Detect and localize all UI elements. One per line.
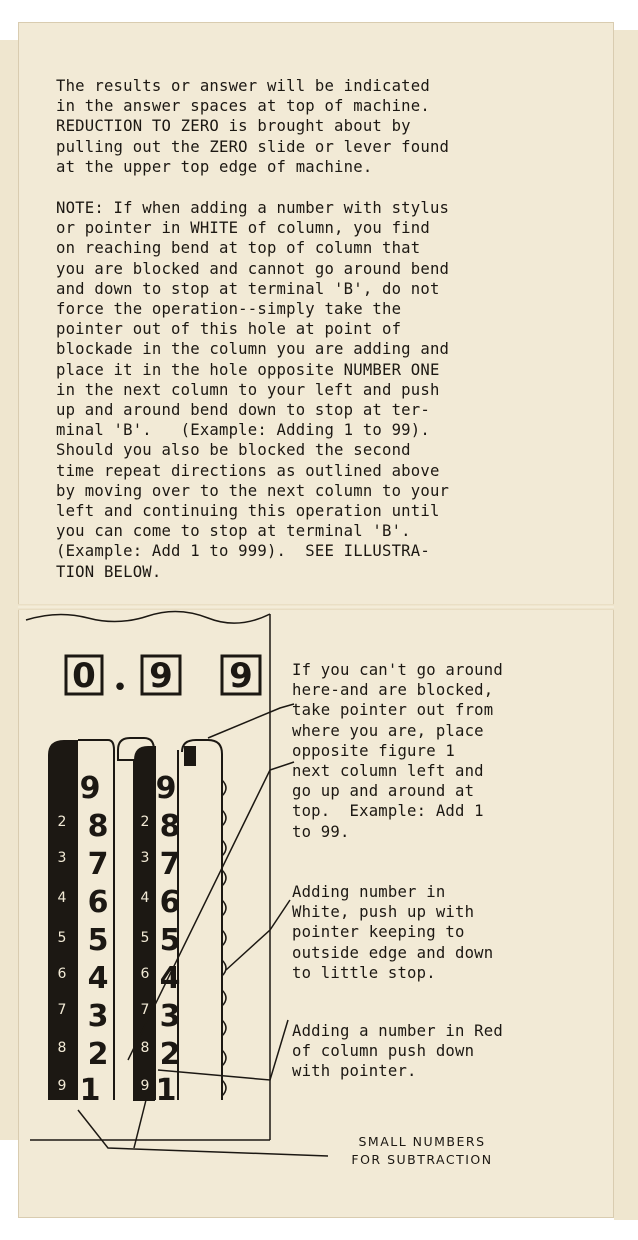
column-middle-red-number: 2 <box>140 814 150 830</box>
pointer-lines <box>78 704 328 1156</box>
column-left-red-number: 9 <box>57 1078 67 1094</box>
column-middle-white-number: 4 <box>159 961 181 996</box>
answer-digit-2: 9 <box>149 656 173 696</box>
answer-digit-3: 9 <box>229 656 253 696</box>
column-middle-red-number: 7 <box>140 1002 150 1018</box>
pointer-line-bend <box>208 704 294 738</box>
column-middle-white-number: 8 <box>159 809 181 844</box>
column-middle-red-number: 3 <box>140 850 150 866</box>
column-left-white-number: 8 <box>87 809 109 844</box>
column-left-white-number: 4 <box>87 961 109 996</box>
red-adding-note: Adding a number in Red of column push down with pointer. <box>292 1022 503 1081</box>
column-left-white-number: 7 <box>87 847 109 882</box>
column-middle-white-number: 5 <box>159 923 181 958</box>
column-middle-white-number: 9 <box>155 771 177 806</box>
column-middle-white-number: 7 <box>159 847 181 882</box>
column-middle-white-number: 2 <box>159 1037 181 1072</box>
pointer-line-subtraction-2 <box>134 1100 146 1148</box>
blocked-note: If you can't go around here-and are blocked, take pointer out from where you are, place opposite figure 1 next column left and go up and around at top. Example: Add 1 to 99. <box>292 661 503 841</box>
column-left-red-number: 8 <box>57 1040 67 1056</box>
pointer-line-subtraction <box>78 1110 328 1156</box>
column-right-stop <box>184 746 196 766</box>
column-middle <box>118 738 180 1108</box>
column-left-red-number: 5 <box>57 930 67 946</box>
results-paragraph: The results or answer will be indicated in the answer spaces at top of machine. REDUCTION TO ZERO is brought about by pulling out the ZERO slide or lever found at the upper top edge of machine. <box>56 77 450 176</box>
frame-top-edge <box>26 611 270 623</box>
column-left-white-number: 9 <box>79 771 101 806</box>
column-middle-white-number: 3 <box>159 999 181 1034</box>
answer-digit-1: 0 <box>72 656 96 696</box>
answer-windows <box>66 656 260 703</box>
column-middle-white-number: 6 <box>159 885 181 920</box>
pointer-line-white <box>226 900 290 970</box>
column-middle-red-number: 5 <box>140 930 150 946</box>
column-left <box>48 740 114 1108</box>
column-left-red-number: 4 <box>57 890 67 906</box>
column-left-white-number: 1 <box>79 1073 101 1108</box>
column-left-red-number: 3 <box>57 850 67 866</box>
subtraction-caption: SMALL NUMBERS FOR SUBTRACTION <box>351 1134 493 1167</box>
column-left-red-number: 7 <box>57 1002 67 1018</box>
left-edge-fold <box>0 40 18 1140</box>
column-right <box>182 740 226 1100</box>
column-right-bend <box>182 740 222 1100</box>
column-middle-red-number: 8 <box>140 1040 150 1056</box>
note-paragraph: NOTE: If when adding a number with stylus or pointer in WHITE of column, you find on reaching bend at top of column that you are blocked and cannot go around bend and down to stop at terminal 'B', do not force the operation--simply take the pointer out of this hole at point of blockade in the column you are adding and place it in the hole opposite NUMBER ONE in the next column to your left and push up and around bend down to stop at ter- minal 'B'. (Example: Adding 1 to 99). Should you also be blocked the second time repeat directions as outlined above by moving over to the next column to your left and continuing this operation until you can come to stop at terminal 'B'. (Example: Add 1 to 999). SEE ILLUSTRA- TION BELOW. <box>56 199 450 581</box>
column-left-white-number: 6 <box>87 885 109 920</box>
column-left-red-number: 6 <box>57 966 67 982</box>
column-middle-red-number: 4 <box>140 890 150 906</box>
column-left-white-number: 5 <box>87 923 109 958</box>
decimal-point: • <box>112 673 128 703</box>
column-middle-white-number: 1 <box>155 1073 177 1108</box>
column-left-white-number: 3 <box>87 999 109 1034</box>
column-left-red-number: 2 <box>57 814 67 830</box>
white-adding-note: Adding number in White, push up with pointer keeping to outside edge and down to little stop. <box>292 883 494 982</box>
column-left-white-number: 2 <box>87 1037 109 1072</box>
column-middle-red-number: 6 <box>140 966 150 982</box>
column-middle-red-number: 9 <box>140 1078 150 1094</box>
